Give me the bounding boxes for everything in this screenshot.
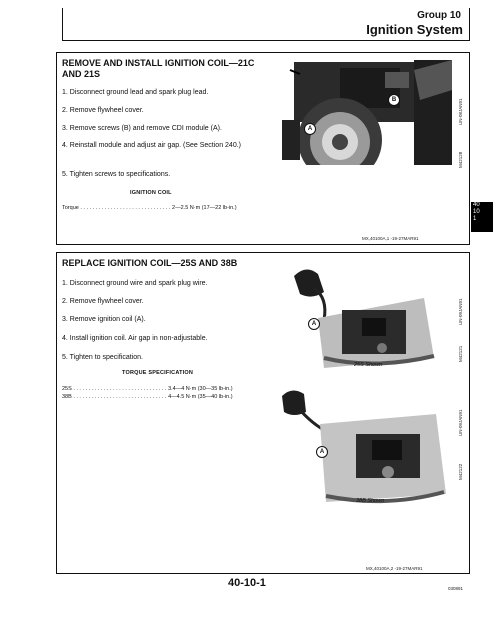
spec-label: Torque xyxy=(62,205,79,211)
callout-a: A xyxy=(308,318,320,330)
group-label: Group 10 xyxy=(417,10,461,21)
spec-value: 3.4—4 N·m (30—35 lb-in.) xyxy=(168,386,233,392)
ignition-coil-25s-photo xyxy=(284,258,452,370)
dot-leader: . . . . . . . . . . . . . . . . . . . . . . . . . . . . . . . xyxy=(71,386,169,392)
section1-spec-heading: IGNITION COIL xyxy=(130,190,172,196)
section2-step-1: 1. Disconnect ground wire and spark plug wire. xyxy=(62,280,208,287)
section1-step-2: 2. Remove flywheel cover. xyxy=(62,107,144,114)
page-number: 40-10-1 xyxy=(228,577,266,589)
section2-photo2-id: M42122 xyxy=(458,463,463,480)
callout-b: B xyxy=(388,94,400,106)
spec-value: 4—4.5 N·m (35—40 lb-in.) xyxy=(168,394,233,400)
ignition-coil-38b-photo xyxy=(276,384,452,510)
section2-step-2: 2. Remove flywheel cover. xyxy=(62,298,144,305)
section1-step-5: 5. Tighten screws to specifications. xyxy=(62,171,171,178)
section2-step-3: 3. Remove ignition coil (A). xyxy=(62,316,146,323)
group-title: Ignition System xyxy=(366,22,463,37)
dot-leader: . . . . . . . . . . . . . . . . . . . . . . . . . . . . . . . xyxy=(71,394,169,400)
section2-bottom-rule xyxy=(56,573,470,574)
section1-photo-code: UN-08JAN91 xyxy=(458,98,463,125)
section2-photo-25s xyxy=(284,258,452,370)
section1-top-rule xyxy=(56,52,470,53)
section1-bottom-rule xyxy=(56,244,470,245)
photo-caption-38b: 38B Shown xyxy=(356,498,385,504)
section2-footer-code: MX,40100A,2 -19-27MAR91 xyxy=(366,566,423,571)
corner-code: 030891 xyxy=(448,586,464,591)
section1-step-3: 3. Remove screws (B) and remove CDI module (A). xyxy=(62,125,222,132)
section-tab xyxy=(471,202,493,232)
section2-photo-38b xyxy=(276,384,452,510)
header-left-rule xyxy=(62,8,63,40)
section1-left-rule xyxy=(56,52,57,244)
section2-step-5: 5. Tighten to specification. xyxy=(62,354,143,361)
section2-photo2-code: UN-09JAN91 xyxy=(458,409,463,436)
ignition-module-photo xyxy=(280,60,452,165)
spec-label: 38B xyxy=(62,394,72,400)
section2-spec-heading: TORQUE SPECIFICATION xyxy=(122,370,194,376)
section2-right-rule xyxy=(469,252,470,574)
section1-photo-id: M42128 xyxy=(458,151,463,168)
section2-top-rule xyxy=(56,252,470,253)
section2-step-4: 4. Install ignition coil. Air gap in non-adjustable. xyxy=(62,335,208,342)
section1-step-4: 4. Reinstall module and adjust air gap. (See Section 240.) xyxy=(62,142,241,149)
header-rule xyxy=(62,40,470,41)
section1-footer-code: MX,40100A,1 -19-27MAR91 xyxy=(362,236,419,241)
section2-title: REPLACE IGNITION COIL—25S AND 38B xyxy=(62,258,238,268)
photo-caption-25s: 25S Shown xyxy=(354,362,383,368)
spec-label: 25S xyxy=(62,386,72,392)
callout-a: A xyxy=(316,446,328,458)
tab-line-2: 10 xyxy=(473,209,480,215)
callout-a: A xyxy=(304,123,316,135)
section2-spec-row-38b xyxy=(62,394,233,400)
dot-leader: . . . . . . . . . . . . . . . . . . . . . . . . . . . . . . xyxy=(78,205,173,211)
section1-photo xyxy=(280,60,452,165)
spec-value: 2—2.5 N·m (17—22 lb-in.) xyxy=(172,205,237,211)
section2-photo1-code: UN-09JAN91 xyxy=(458,298,463,325)
section1-spec-row xyxy=(62,205,237,211)
section1-right-rule xyxy=(469,52,470,244)
section1-title: REMOVE AND INSTALL IGNITION COIL—21C AND 21S xyxy=(62,58,255,79)
tab-line-1: 40 xyxy=(473,202,480,208)
section2-left-rule xyxy=(56,252,57,574)
section2-spec-row-25s xyxy=(62,386,233,392)
section2-photo1-id: M42121 xyxy=(458,345,463,362)
tab-line-3: 1 xyxy=(473,216,477,222)
section1-step-1: 1. Disconnect ground lead and spark plug lead. xyxy=(62,89,209,96)
header-right-rule xyxy=(469,8,470,41)
